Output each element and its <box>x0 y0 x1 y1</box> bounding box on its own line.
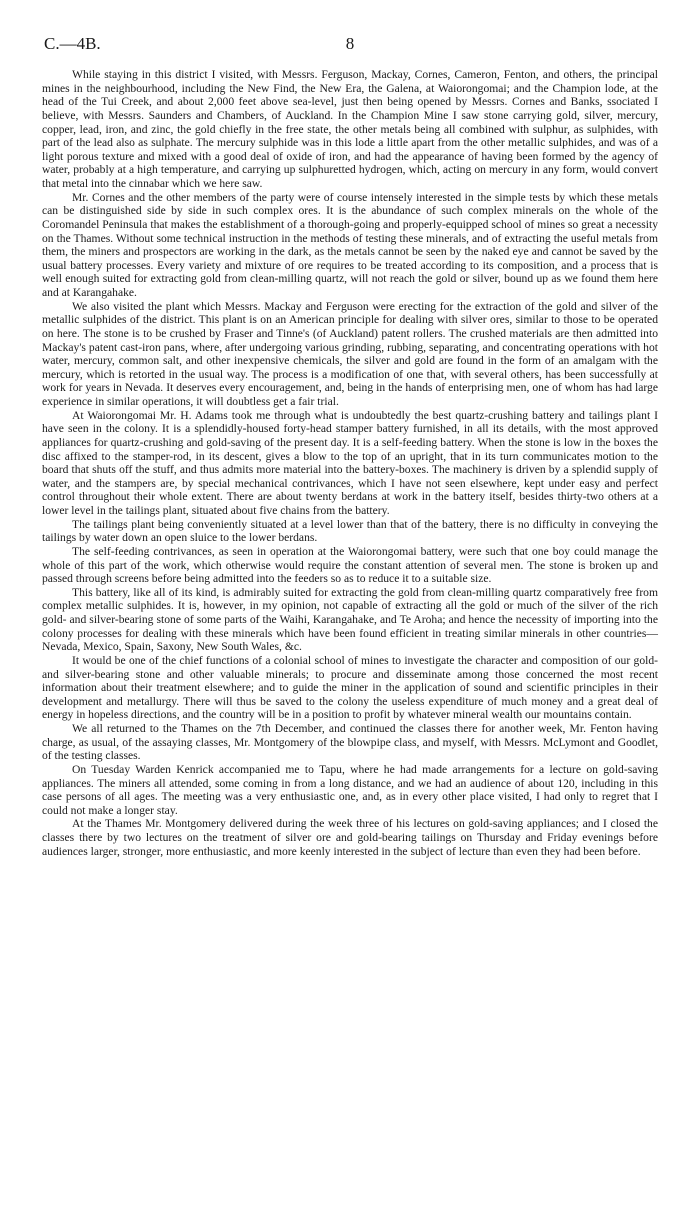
paragraph: While staying in this district I visited, with Messrs. Ferguson, Mackay, Cornes, Cameron, Fenton, and others, the principal mines in the neighbourhood, including the New Find, the New Era, the Galena, at Waiorongomai; and the Champion lode, at the head of the Tui Creek, and about 2,000 feet above sea-level, just then being opened by Messrs. Cornes and Banks, ssociated I believe, with Messrs. Saunders and Chambers, of Auckland. In the Champion Mine I saw stone carrying gold, silver, mercury, copper, lead, iron, and zinc, the gold chiefly in the free state, the other metals being all combined with sulphur, as sulphides, with part of the lead also as sulphate. The mercury sulphide was in this lode a little apart from the other metallic sulphides, and was of a light porous texture and mixed with a good deal of oxide of iron, and had the appearance of having been formed by the agency of water, probably at a high temperature, and carrying up sulphuretted hydrogen, which, acting on mercury in any form, would convert that metal into the cinnabar which we here saw. <box>42 68 658 190</box>
body-text <box>42 68 658 858</box>
page-number: 8 <box>345 34 355 53</box>
report-reference: C.—4B. <box>44 34 101 53</box>
paragraph: It would be one of the chief functions of a colonial school of mines to investigate the character and composition of our gold- and silver-bearing stone and other valuable minerals; to procure and disseminate among those concerned the most recent information about their treatment elsewhere; and to guide the miner in the application of sound and scientific principles in their development and metallurgy. There will thus be saved to the colony the useless expenditure of much money and a great deal of energy in hopeless directions, and the country will be in a position to profit by whatever mineral wealth our mountains contain. <box>42 653 658 722</box>
paragraph: The tailings plant being conveniently situated at a level lower than that of the battery, there is no difficulty in conveying the tailings by water down an open sluice to the lower berdans. <box>42 517 658 545</box>
paragraph: On Tuesday Warden Kenrick accompanied me to Tapu, where he had made arrangements for a lecture on gold-saving appliances. The miners all attended, some coming in from a long distance, and we had an audience of about 120, including in this case persons of all ages. The meeting was a very enthusiastic one, and, as in every other place visited, I had only to regret that I could not make a longer stay. <box>42 762 658 817</box>
paragraph: We also visited the plant which Messrs. Mackay and Ferguson were erecting for the extraction of the gold and silver of the metallic sulphides of the district. This plant is on an American principle for dealing with silver ores, similar to those to be operated on here. The stone is to be crushed by Fraser and Tinne's (of Auckland) patent rollers. The crushed materials are then admitted into Mackay's patent cast-iron pans, where, after undergoing various grinding, rubbing, separating, and concentrating operations with hot water, mercury, common salt, and other inexpensive chemicals, the silver and gold are found in the form of an amalgam with the mercury, which is retorted in the usual way. The process is a modification of one that, with several others, has been successfully at work for years in Nevada. It deserves every encouragement, and, being in the hands of enterprising men, one of whom has had large experience in similar operations, it will doubtless get a fair trial. <box>42 299 658 408</box>
paragraph: We all returned to the Thames on the 7th December, and continued the classes there for another week, Mr. Fenton having charge, as usual, of the assaying classes, Mr. Montgomery of the blowpipe class, and myself, with Messrs. McLymont and Goodlet, of the testing classes. <box>42 722 658 763</box>
paragraph: At Waiorongomai Mr. H. Adams took me through what is undoubtedly the best quartz-crushing battery and tailings plant I have seen in the colony. It is a splendidly-housed forty-head stamper battery furnished, in all its details, with the most approved appliances for quartz-crushing and gold-saving of the present day. It is a self-feeding battery. When the stone is low in the boxes the disc affixed to the stamper-rod, in its descent, gives a blow to the top of an upright, that in its turn communicates motion to the board that shuts off the stuff, and thus admits more material into the battery-boxes. The machinery is driven by a splendid supply of water, and the stampers are, by special mechanical contrivances, which I have not seen elsewhere, kept under easy and perfect control throughout their whole extent. There are about twenty berdans at work in the battery itself, besides thirty-two others at a lower level in the tailings plant, situated about five chains from the battery. <box>42 408 658 517</box>
paragraph: The self-feeding contrivances, as seen in operation at the Waiorongomai battery, were such that one boy could manage the whole of this part of the work, which otherwise would require the constant attention of several men. The stone is broken up and passed through screens before being admitted into the feeders so as to reduce it to a suitable size. <box>42 544 658 586</box>
paragraph: At the Thames Mr. Montgomery delivered during the week three of his lectures on gold-saving appliances; and I closed the classes there by two lectures on the treatment of silver ore and gold-bearing tailings on Thursday and Friday evenings before audiences larger, stronger, more enthusiastic, and more keenly interested in the subject of lecture than even they had been before. <box>42 817 658 858</box>
paragraph: This battery, like all of its kind, is admirably suited for extracting the gold from clean-milling quartz comparatively free from complex metallic sulphides. It is, however, in my opinion, not capable of extracting all the gold or much of the silver of the rich gold- and silver-bearing stone of some parts of the Waihi, Karangahake, and Te Aroha; and hence the necessity of importing into the colony processes for dealing with these minerals which have been found efficient in treating similar minerals in other countries—Nevada, Mexico, Spain, Saxony, New South Wales, &c. <box>42 585 658 654</box>
paragraph: Mr. Cornes and the other members of the party were of course intensely interested in the simple tests by which these metals can be distinguished side by side in such complex ores. It is the abundance of such complex minerals on the whole of the Coromandel Peninsula that makes the establishment of a thorough-going and properly-equipped school of mines so great a necessity on the Thames. Without some technical instruction in the methods of testing these minerals, and of extracting the useful metals from them, the miners and prospectors are working in the dark, as the metals cannot be seen by the naked eye and cannot be saved by the usual battery processes. Every variety and mixture of ore requires to be treated according to its composition, and a process that is well enough suited for extracting gold from clean-milling quartz, will not reach the gold or silver, bound up as we found them here and at Karangahake. <box>42 190 658 299</box>
